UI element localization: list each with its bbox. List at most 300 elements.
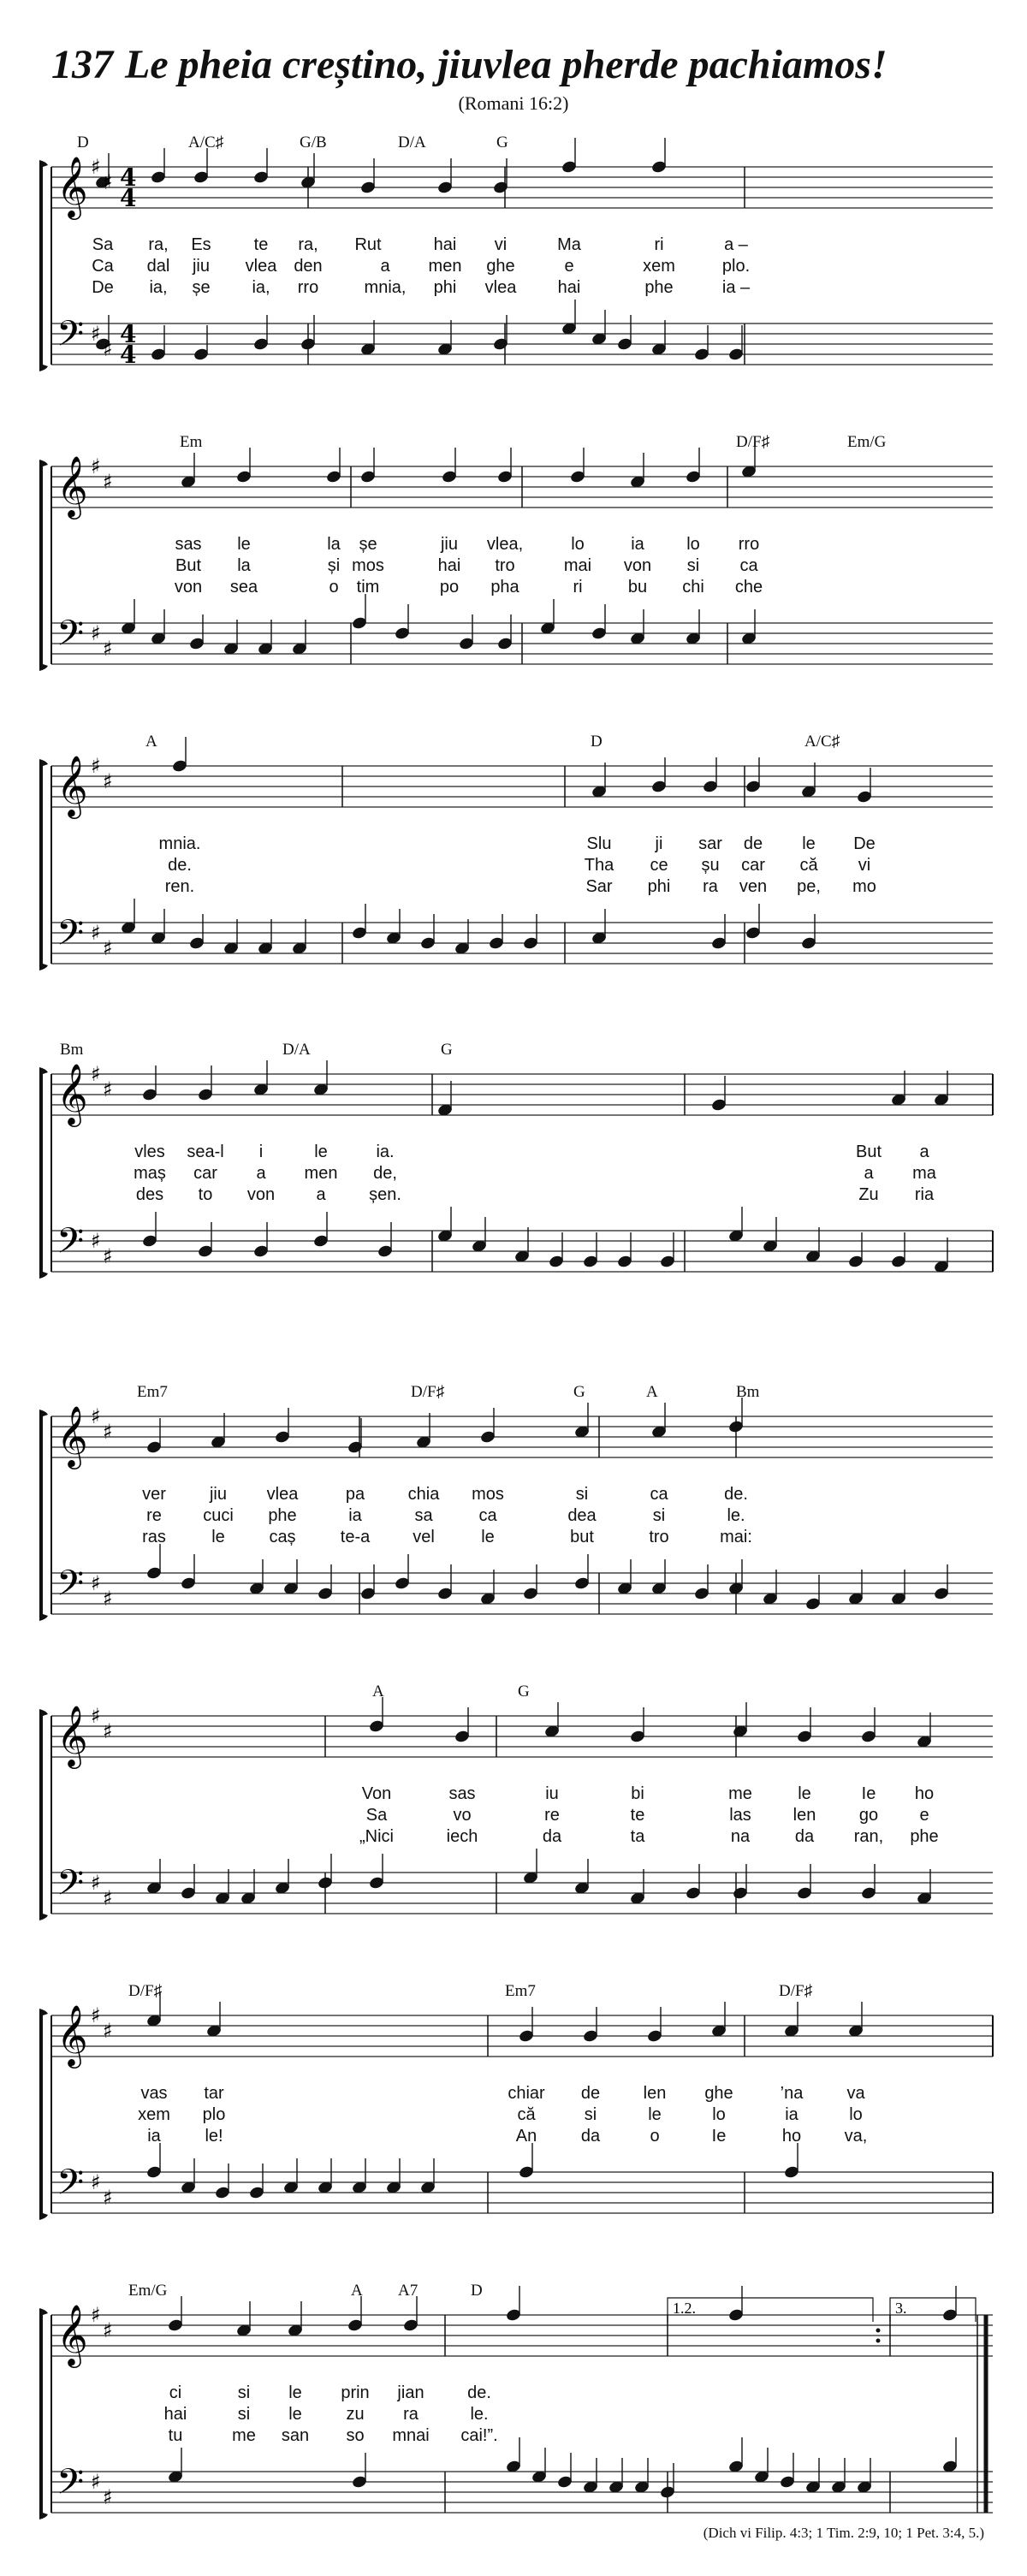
bass-clef-icon: 𝄢 xyxy=(56,613,85,662)
chord-symbol: Em7 xyxy=(137,1383,168,1401)
lyric-syllable: ca xyxy=(650,1485,668,1504)
lyric-syllable: tro xyxy=(649,1528,669,1546)
lyric-syllable: te xyxy=(253,235,269,254)
lyric-syllable: ran, xyxy=(853,1827,884,1846)
lyric-syllable: a xyxy=(864,1164,874,1183)
chord-symbol: Em xyxy=(180,433,203,451)
lyric-syllable: ce xyxy=(650,856,668,875)
lyric-syllable: phi xyxy=(647,877,671,896)
lyric-syllable: von xyxy=(246,1185,276,1204)
lyric-syllable: sea-l xyxy=(187,1143,224,1161)
lyric-line-2 xyxy=(0,2405,1027,2427)
lyric-syllable: caș xyxy=(269,1528,296,1546)
chord-symbol: G xyxy=(441,1041,453,1059)
lyric-syllable: men xyxy=(428,257,462,276)
key-sharp-icon: ♯ xyxy=(103,2318,113,2342)
lyric-syllable: chiar xyxy=(508,2084,545,2103)
lyric-syllable: ghe xyxy=(704,2084,733,2103)
lyric-syllable: ia, xyxy=(149,278,168,297)
chord-symbols xyxy=(0,1982,1027,2008)
treble-clef-icon: 𝄞 xyxy=(56,454,88,517)
chord-symbols xyxy=(0,2282,1027,2307)
lyric-syllable: si xyxy=(652,1506,666,1525)
lyric-syllable: rro xyxy=(738,535,760,554)
chord-symbol: D/F♯ xyxy=(736,433,770,451)
lyric-syllable: ma xyxy=(912,1164,936,1183)
bass-clef-icon: 𝄢 xyxy=(56,1862,85,1912)
lyric-syllable: ra xyxy=(703,877,718,896)
chord-symbol: D xyxy=(591,733,603,751)
bass-staff xyxy=(51,1849,993,1914)
lyric-line-3 xyxy=(0,2127,1027,2149)
lyric-syllable: san xyxy=(281,2426,310,2445)
lyric-syllable: hai xyxy=(437,556,461,575)
time-signature: 4 xyxy=(120,184,137,212)
bass-staff xyxy=(51,2437,993,2513)
lyric-syllable: de xyxy=(743,834,763,853)
lyric-syllable: va xyxy=(846,2084,865,2103)
lyric-syllable: Sa xyxy=(365,1806,388,1825)
lyric-syllable: jiu xyxy=(192,257,211,276)
music-system xyxy=(0,1982,1027,2276)
lyric-syllable: von xyxy=(174,578,203,597)
time-signature: 4 xyxy=(120,320,137,348)
key-sharp-icon: ♯ xyxy=(103,637,113,661)
chord-symbol: D xyxy=(471,2282,483,2300)
lyric-syllable: mai: xyxy=(720,1528,752,1546)
lyric-syllable: iu xyxy=(545,1784,559,1803)
lyric-syllable: vo xyxy=(453,1806,472,1825)
lyric-syllable: bu xyxy=(627,578,648,597)
lyric-syllable: ho xyxy=(914,1784,935,1803)
lyric-syllable: vas xyxy=(140,2084,168,2103)
chord-symbols xyxy=(0,433,1027,459)
chord-symbol: A xyxy=(646,1383,658,1401)
lyric-syllable: si xyxy=(237,2383,251,2402)
lyric-syllable: le. xyxy=(727,1506,745,1525)
lyric-syllable: a – xyxy=(724,235,748,254)
lyric-syllable: mai xyxy=(563,556,592,575)
key-sharp-icon: ♯ xyxy=(103,170,113,194)
chord-symbol: A/C♯ xyxy=(804,733,840,751)
lyric-syllable: și xyxy=(327,556,341,575)
bass-staff xyxy=(51,1207,993,1273)
music-system xyxy=(0,1383,1027,1677)
key-sharp-icon: ♯ xyxy=(103,2485,113,2509)
lyric-syllable: jiu xyxy=(440,535,459,554)
lyric-syllable: sar xyxy=(698,834,722,853)
key-sharp-icon: ♯ xyxy=(91,1571,101,1595)
bass-clef-icon: 𝄢 xyxy=(56,313,85,363)
lyric-syllable: des xyxy=(135,1185,164,1204)
lyric-line-1 xyxy=(0,535,1027,557)
lyric-syllable: la xyxy=(327,535,341,554)
lyric-syllable: șe xyxy=(192,278,211,297)
bass-staff xyxy=(51,2143,993,2213)
bass-staff xyxy=(51,300,993,365)
lyric-syllable: ia – xyxy=(721,278,751,297)
key-sharp-icon: ♯ xyxy=(103,2019,113,2043)
lyric-syllable: Rut xyxy=(354,235,382,254)
lyric-syllable: e xyxy=(564,257,574,276)
lyric-syllable: da xyxy=(580,2127,601,2146)
lyric-syllable: Sa xyxy=(92,235,114,254)
key-sharp-icon: ♯ xyxy=(103,1719,113,1743)
lyric-syllable: vel xyxy=(413,1528,435,1546)
treble-clef-icon: 𝄞 xyxy=(56,2303,88,2365)
lyric-syllable: ia, xyxy=(252,278,270,297)
lyric-syllable: plo. xyxy=(721,257,751,276)
lyric-syllable: le! xyxy=(205,2127,223,2146)
lyric-syllable: prin xyxy=(341,2383,370,2402)
lyric-syllable: lo xyxy=(849,2105,863,2124)
lyric-syllable: tim xyxy=(356,578,380,597)
lyric-syllable: But xyxy=(855,1143,882,1161)
lyric-syllable: rro xyxy=(297,278,319,297)
lyric-syllable: phe xyxy=(910,1827,939,1846)
lyric-syllable: ho xyxy=(781,2127,802,2146)
lyric-syllable: chi xyxy=(682,578,704,597)
lyric-syllable: mos xyxy=(472,1485,504,1504)
chord-symbol: A xyxy=(145,733,157,751)
lyric-syllable: le xyxy=(211,1528,225,1546)
lyric-syllable: vlea xyxy=(484,278,517,297)
lyric-syllable: si xyxy=(584,2105,597,2124)
treble-clef-icon: 𝄞 xyxy=(56,1062,88,1125)
lyric-syllable: le xyxy=(314,1143,328,1161)
lyric-syllable: de. xyxy=(467,2383,491,2402)
chord-symbol: D/A xyxy=(282,1041,311,1059)
chord-symbol: Em/G xyxy=(128,2282,168,2300)
lyric-syllable: șe xyxy=(359,535,377,554)
lyric-syllable: ra xyxy=(403,2405,419,2424)
lyric-line-1 xyxy=(0,1143,1027,1165)
key-sharp-icon: ♯ xyxy=(103,1420,113,1444)
lyric-syllable: te-a xyxy=(340,1528,371,1546)
treble-clef-icon: 𝄞 xyxy=(56,1404,88,1467)
lyric-syllable: va, xyxy=(844,2127,868,2146)
lyric-syllable: Slu xyxy=(586,834,612,853)
lyric-syllable: le xyxy=(481,1528,495,1546)
lyric-line-2 xyxy=(0,556,1027,579)
lyric-syllable: de. xyxy=(168,856,192,875)
lyric-syllable: Ca xyxy=(92,257,114,276)
lyric-syllable: ia. xyxy=(376,1143,395,1161)
lyric-syllable: ia xyxy=(348,1506,362,1525)
lyric-line-1 xyxy=(0,2383,1027,2406)
lyric-syllable: me xyxy=(728,1784,752,1803)
lyric-syllable: ri xyxy=(654,235,664,254)
lyric-syllable: che xyxy=(734,578,763,597)
lyric-syllable: ri xyxy=(573,578,583,597)
lyric-line-3 xyxy=(0,1528,1027,1550)
chord-symbols xyxy=(0,134,1027,159)
hymn-title xyxy=(51,41,887,88)
chord-symbols xyxy=(0,1041,1027,1066)
lyric-line-3 xyxy=(0,2426,1027,2448)
lyric-syllable: a xyxy=(256,1164,266,1183)
lyric-syllable: lo xyxy=(571,535,585,554)
music-system xyxy=(0,733,1027,1027)
hymn-number: 137 xyxy=(51,42,113,87)
music-system xyxy=(0,134,1027,428)
lyric-syllable: mnia, xyxy=(364,278,407,297)
lyric-syllable: lo xyxy=(686,535,700,554)
lyric-syllable: că xyxy=(799,856,818,875)
bass-staff xyxy=(51,899,993,964)
lyric-syllable: ra, xyxy=(148,235,169,254)
key-sharp-icon: ♯ xyxy=(91,322,101,346)
lyric-syllable: i xyxy=(258,1143,264,1161)
lyric-syllable: but xyxy=(570,1528,594,1546)
lyric-syllable: iech xyxy=(446,1827,478,1846)
lyric-syllable: tro xyxy=(495,556,515,575)
lyric-syllable: ghe xyxy=(486,257,515,276)
chord-symbol: A/C♯ xyxy=(188,134,224,151)
lyric-syllable: Ie xyxy=(711,2127,727,2146)
treble-clef-icon: 𝄞 xyxy=(56,1704,88,1766)
lyric-syllable: ca xyxy=(478,1506,497,1525)
key-sharp-icon: ♯ xyxy=(103,1244,113,1268)
lyric-syllable: le. xyxy=(470,2405,489,2424)
lyric-syllable: re xyxy=(146,1506,162,1525)
lyric-syllable: de. xyxy=(724,1485,748,1504)
key-sharp-icon: ♯ xyxy=(91,621,101,645)
lyric-syllable: de xyxy=(580,2084,601,2103)
lyric-line-1 xyxy=(0,834,1027,857)
lyric-syllable: le xyxy=(798,1784,811,1803)
key-sharp-icon: ♯ xyxy=(91,1404,101,1428)
lyric-syllable: sas xyxy=(448,1784,476,1803)
lyric-syllable: o xyxy=(650,2127,660,2146)
lyric-syllable: dea xyxy=(567,1506,597,1525)
lyric-syllable: vlea xyxy=(245,257,277,276)
lyric-syllable: tu xyxy=(168,2426,183,2445)
lyric-syllable: phe xyxy=(268,1506,297,1525)
chord-symbol: D xyxy=(77,134,89,151)
key-sharp-icon: ♯ xyxy=(91,155,101,179)
key-sharp-icon: ♯ xyxy=(91,2470,101,2494)
lyric-syllable: me xyxy=(232,2426,256,2445)
lyric-syllable: pa xyxy=(345,1485,365,1504)
scripture-reference: (Romani 16:2) xyxy=(458,92,569,114)
bass-clef-icon: 𝄢 xyxy=(56,1563,85,1612)
key-sharp-icon: ♯ xyxy=(103,936,113,960)
lyric-syllable: da xyxy=(794,1827,815,1846)
key-sharp-icon: ♯ xyxy=(91,754,101,778)
lyric-syllable: la xyxy=(237,556,251,575)
lyric-syllable: a xyxy=(380,257,390,276)
chord-symbol: Bm xyxy=(736,1383,760,1401)
key-sharp-icon: ♯ xyxy=(103,769,113,793)
key-sharp-icon: ♯ xyxy=(103,1886,113,1910)
lyric-line-1 xyxy=(0,235,1027,258)
lyric-syllable: ia xyxy=(147,2127,161,2146)
lyric-syllable: phi xyxy=(433,278,457,297)
lyric-syllable: a xyxy=(316,1185,326,1204)
key-sharp-icon: ♯ xyxy=(91,2303,101,2327)
lyric-syllable: len xyxy=(793,1806,816,1825)
lyric-syllable: mnai xyxy=(392,2426,430,2445)
lyric-syllable: le xyxy=(288,2383,302,2402)
chord-symbol: D/F♯ xyxy=(128,1982,163,2000)
lyric-syllable: re xyxy=(544,1806,560,1825)
treble-clef-icon: 𝄞 xyxy=(56,155,88,217)
lyric-syllable: vlea xyxy=(266,1485,299,1504)
lyric-syllable: da xyxy=(542,1827,562,1846)
key-sharp-icon: ♯ xyxy=(103,2186,113,2210)
lyric-syllable: sas xyxy=(175,535,202,554)
time-signature: 4 xyxy=(120,163,137,192)
key-sharp-icon: ♯ xyxy=(91,1062,101,1086)
lyric-syllable: Ma xyxy=(557,235,581,254)
lyric-syllable: Tha xyxy=(584,856,614,875)
treble-clef-icon: 𝄞 xyxy=(56,2003,88,2066)
hymn-title-text: Le pheia creștino, jiuvlea pherde pachiamos! xyxy=(125,42,887,87)
chord-symbol: Em/G xyxy=(847,433,887,451)
volta-label: 3. xyxy=(895,2300,907,2317)
lyric-syllable: ras xyxy=(142,1528,166,1546)
lyric-syllable: len xyxy=(643,2084,667,2103)
lyric-syllable: hai xyxy=(433,235,457,254)
lyric-syllable: car xyxy=(193,1164,217,1183)
volta-label: 1.2. xyxy=(673,2300,696,2317)
time-signature: 4 xyxy=(120,341,137,369)
lyric-syllable: ven xyxy=(739,877,768,896)
music-system xyxy=(0,433,1027,727)
key-sharp-icon: ♯ xyxy=(91,454,101,478)
treble-staff xyxy=(51,1060,993,1117)
lyric-line-2 xyxy=(0,2105,1027,2128)
lyric-syllable: Es xyxy=(191,235,211,254)
lyric-syllable: na xyxy=(730,1827,751,1846)
lyric-line-3 xyxy=(0,1185,1027,1208)
lyric-line-1 xyxy=(0,2084,1027,2106)
lyric-syllable: cai!”. xyxy=(460,2426,498,2445)
key-sharp-icon: ♯ xyxy=(103,1077,113,1101)
lyric-syllable: sa xyxy=(414,1506,433,1525)
lyric-syllable: De xyxy=(92,278,114,297)
lyric-syllable: hai xyxy=(163,2405,187,2424)
chord-symbol: G xyxy=(573,1383,585,1401)
key-sharp-icon: ♯ xyxy=(103,470,113,494)
lyric-syllable: pe, xyxy=(797,877,821,896)
music-system xyxy=(0,1683,1027,1977)
lyric-syllable: le xyxy=(802,834,816,853)
lyric-syllable: men xyxy=(304,1164,338,1183)
lyric-syllable: to xyxy=(198,1185,213,1204)
lyric-syllable: si xyxy=(575,1485,589,1504)
key-sharp-icon: ♯ xyxy=(91,2003,101,2027)
chord-symbol: Bm xyxy=(60,1041,84,1059)
lyric-syllable: But xyxy=(175,556,202,575)
key-sharp-icon: ♯ xyxy=(91,1871,101,1895)
lyric-syllable: xem xyxy=(643,257,675,276)
lyric-syllable: car xyxy=(741,856,765,875)
lyric-syllable: plo xyxy=(202,2105,226,2124)
lyric-syllable: ca xyxy=(739,556,758,575)
key-sharp-icon: ♯ xyxy=(103,337,113,361)
lyric-line-2 xyxy=(0,1806,1027,1828)
chord-symbol: Em7 xyxy=(505,1982,536,2000)
lyric-syllable: mo xyxy=(852,877,876,896)
lyric-line-3 xyxy=(0,278,1027,300)
lyric-syllable: vles xyxy=(134,1143,165,1161)
lyric-syllable: ver xyxy=(142,1485,166,1504)
lyric-syllable: ia xyxy=(785,2105,798,2124)
lyric-syllable: lo xyxy=(712,2105,726,2124)
lyric-syllable: vi xyxy=(494,235,508,254)
lyric-syllable: chia xyxy=(407,1485,440,1504)
chord-symbols xyxy=(0,1383,1027,1409)
lyric-syllable: sea xyxy=(229,578,258,597)
lyric-syllable: jian xyxy=(397,2383,424,2402)
lyric-line-3 xyxy=(0,877,1027,899)
lyric-line-2 xyxy=(0,1164,1027,1186)
lyric-syllable: le xyxy=(648,2105,662,2124)
lyric-syllable: vi xyxy=(858,856,871,875)
lyric-line-2 xyxy=(0,856,1027,878)
lyric-syllable: e xyxy=(919,1806,929,1825)
lyric-syllable: dal xyxy=(146,257,170,276)
lyric-syllable: so xyxy=(346,2426,365,2445)
lyric-syllable: le xyxy=(288,2405,302,2424)
lyric-syllable: po xyxy=(439,578,460,597)
key-sharp-icon: ♯ xyxy=(91,2170,101,2194)
lyric-syllable: ji xyxy=(655,834,663,853)
lyric-syllable: Ie xyxy=(861,1784,876,1803)
lyric-syllable: le xyxy=(237,535,251,554)
music-system xyxy=(0,1041,1027,1335)
lyric-syllable: si xyxy=(237,2405,251,2424)
chord-symbol: A7 xyxy=(398,2282,419,2300)
lyric-syllable: maș xyxy=(134,1164,166,1183)
lyric-syllable: ria xyxy=(914,1185,935,1204)
chord-symbol: D/F♯ xyxy=(411,1383,445,1401)
chord-symbol: G xyxy=(496,134,508,151)
lyric-syllable: te xyxy=(630,1806,645,1825)
key-sharp-icon: ♯ xyxy=(91,1229,101,1253)
lyric-syllable: von xyxy=(623,556,652,575)
chord-symbols xyxy=(0,733,1027,758)
lyric-syllable: Sar xyxy=(585,877,613,896)
key-sharp-icon: ♯ xyxy=(91,1704,101,1728)
chord-symbol: D/A xyxy=(398,134,426,151)
lyric-syllable: den xyxy=(294,257,323,276)
lyric-syllable: pha xyxy=(490,578,519,597)
lyric-syllable: ’na xyxy=(780,2084,804,2103)
lyric-syllable: că xyxy=(517,2105,536,2124)
lyric-syllable: Zu xyxy=(858,1185,879,1204)
lyric-syllable: șen. xyxy=(369,1185,401,1204)
lyric-syllable: ra, xyxy=(298,235,318,254)
lyric-line-2 xyxy=(0,257,1027,279)
lyric-syllable: ci xyxy=(169,2383,182,2402)
footnote-references: (Dich vi Filip. 4:3; 1 Tim. 2:9, 10; 1 Pet. 3:4, 5.) xyxy=(703,2525,984,2541)
lyric-line-2 xyxy=(0,1506,1027,1528)
lyric-syllable: ta xyxy=(630,1827,645,1846)
chord-symbol: A xyxy=(351,2282,363,2300)
lyric-syllable: ia xyxy=(631,535,644,554)
lyric-syllable: tar xyxy=(204,2084,224,2103)
bass-clef-icon: 𝄢 xyxy=(56,2162,85,2211)
lyric-syllable: zu xyxy=(346,2405,365,2424)
lyric-syllable: mos xyxy=(352,556,384,575)
lyric-syllable: An xyxy=(515,2127,537,2146)
lyric-line-3 xyxy=(0,1827,1027,1849)
chord-symbol: G/B xyxy=(300,134,327,151)
lyric-syllable: phe xyxy=(644,278,674,297)
